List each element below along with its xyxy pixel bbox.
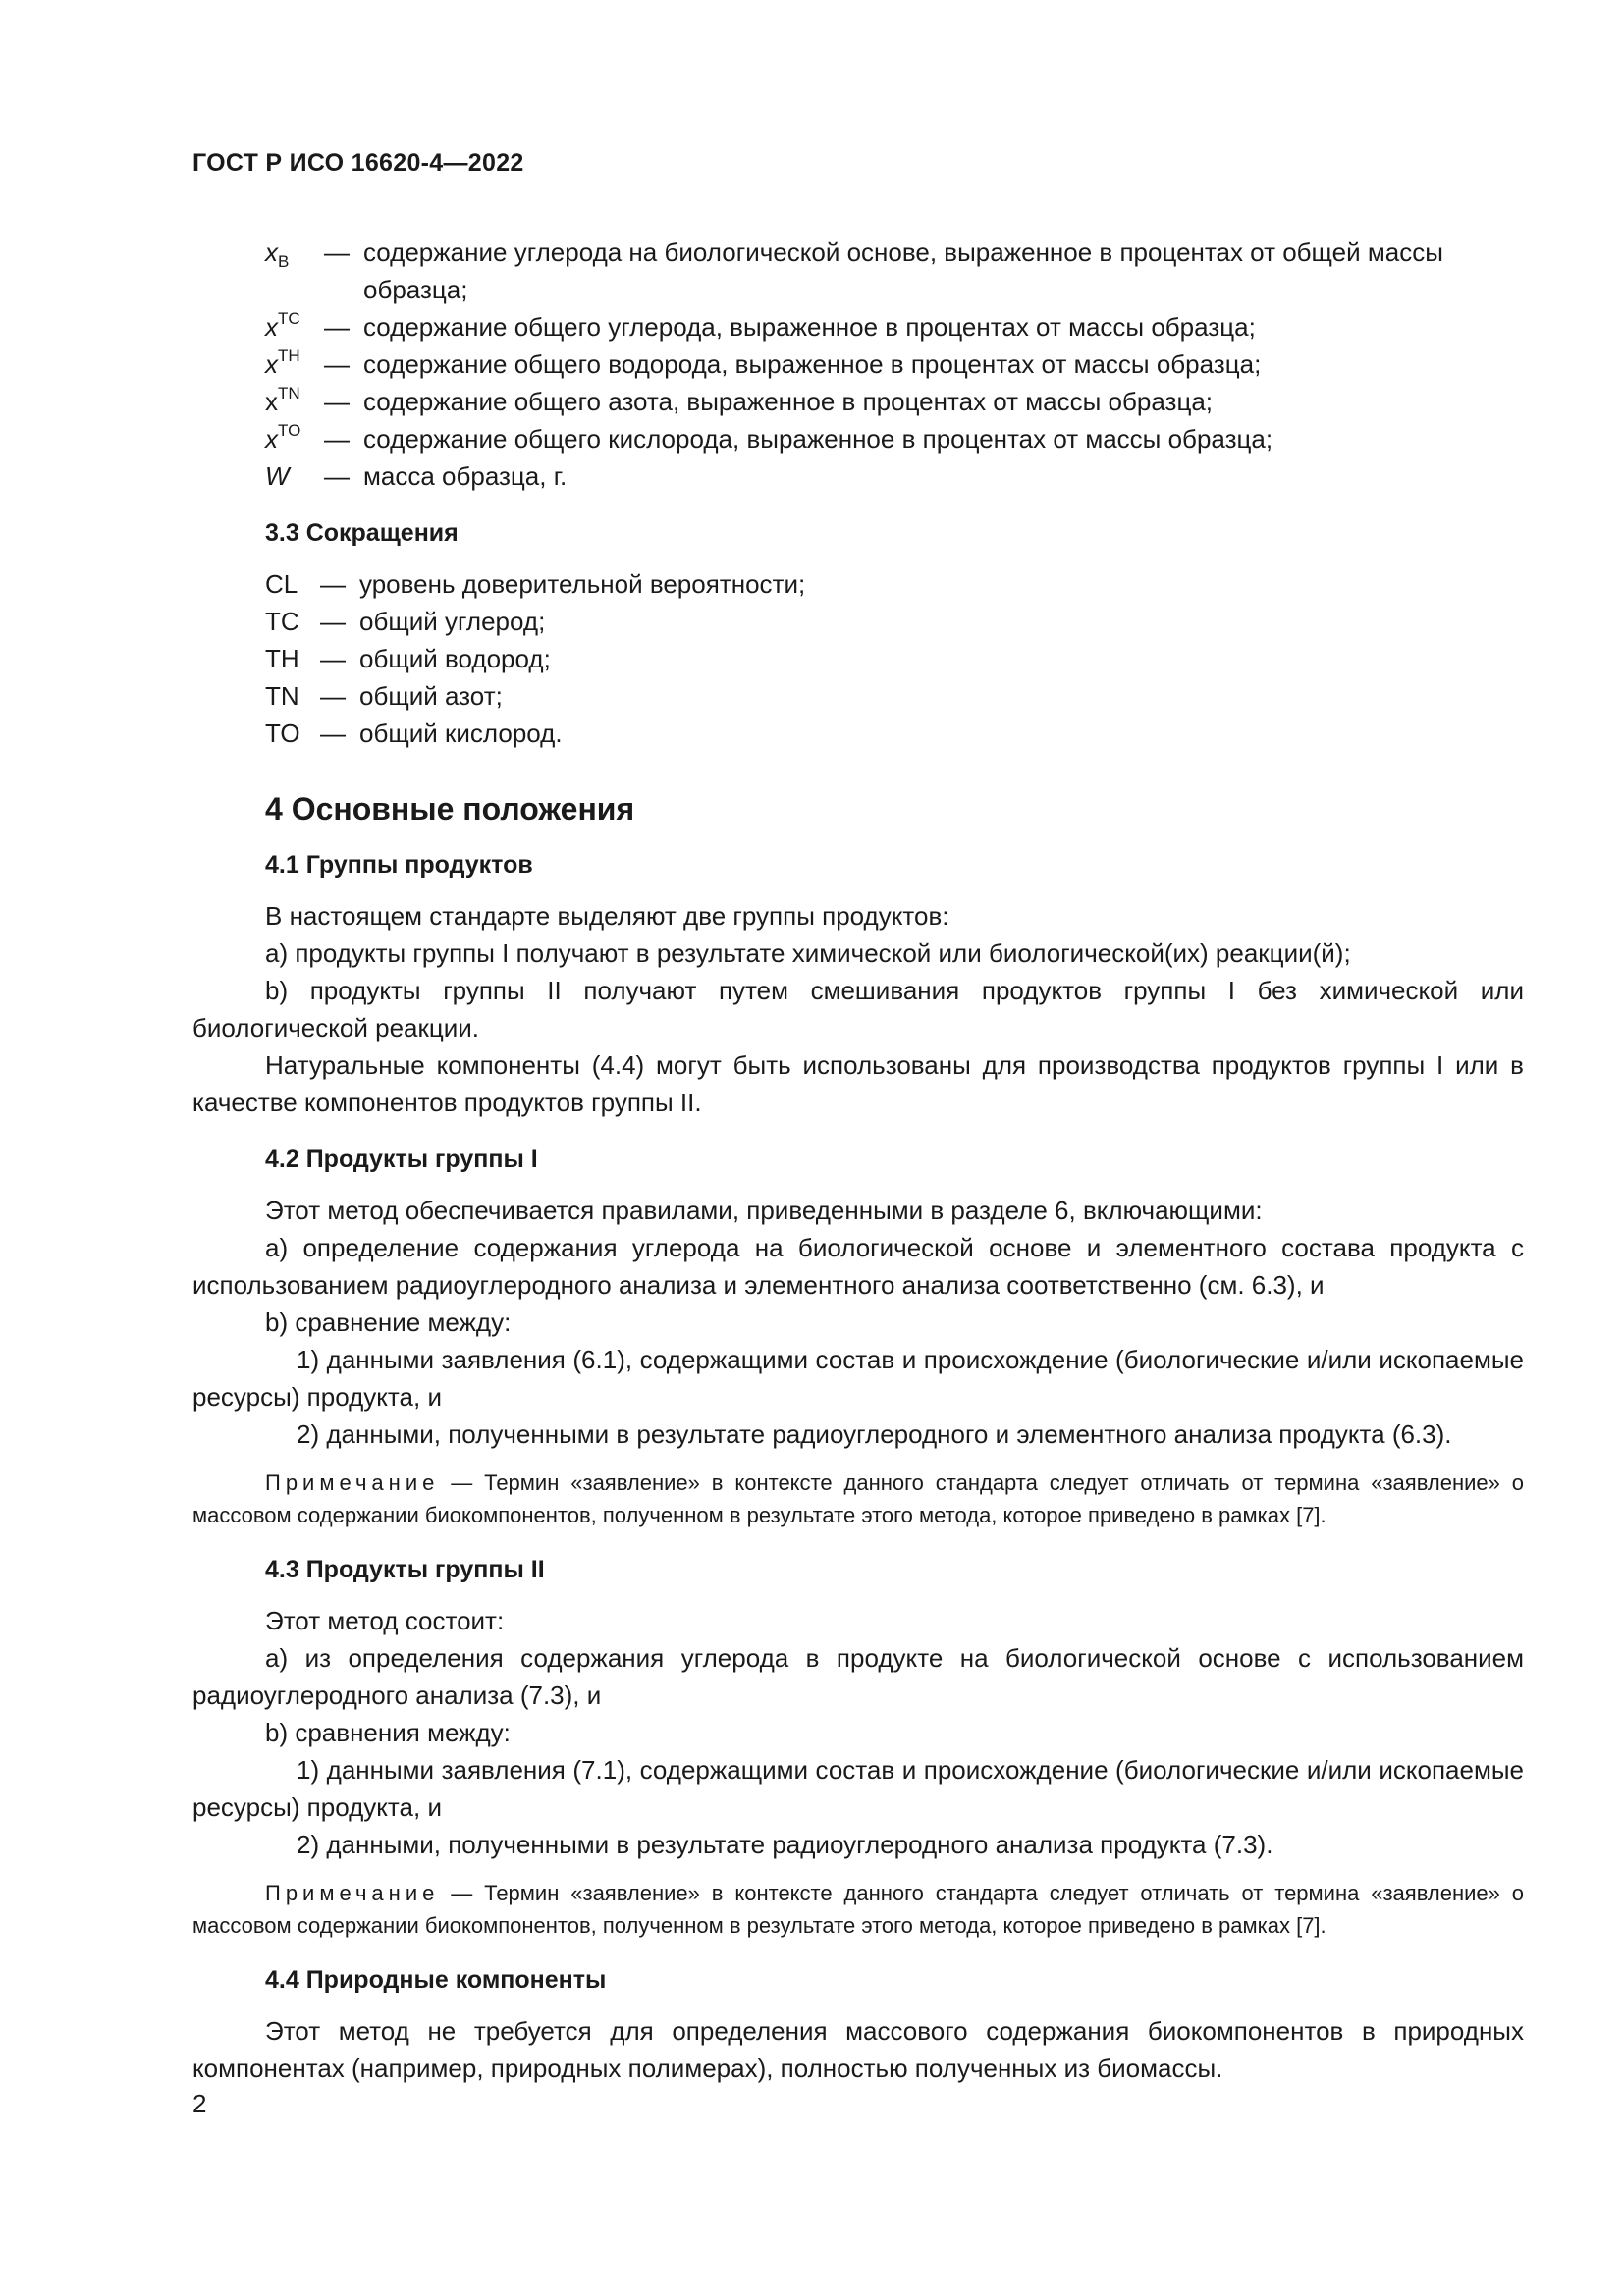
symbol-definition: содержание общего углерода, выраженное в процентах от массы образца; xyxy=(363,312,1256,342)
abbreviation-row xyxy=(192,565,1524,603)
note-text: — Термин «заявление» в контексте данного стандарта следует отличать от термина «заявление» о массовом содержании биокомпонентов, полученном в результате этого метода, которое приведено в рамках [7]. xyxy=(192,1881,1524,1938)
abbreviation-row xyxy=(192,715,1524,752)
running-header: ГОСТ Р ИСО 16620-4—2022 xyxy=(192,149,524,177)
dash: — xyxy=(320,569,346,599)
symbol-row xyxy=(192,420,1524,457)
symbol: $x^{TC}$ xyxy=(265,309,300,342)
abbreviation: TC xyxy=(265,607,299,636)
sub-list-item-2: 2) данными, полученными в результате радиоуглеродного и элементного анализа продукта (6.3). xyxy=(297,1419,1452,1449)
paragraph: Натуральные компоненты (4.4) могут быть использованы для производства продуктов группы I или в качестве компонентов продуктов группы II. xyxy=(192,1050,1524,1117)
abbreviation-definition: уровень доверительной вероятности; xyxy=(359,569,806,599)
symbol-definition: содержание общего азота, выраженное в процентах от массы образца; xyxy=(363,387,1214,416)
section-heading-4-1: 4.1 Группы продуктов xyxy=(265,851,533,879)
dash: — xyxy=(324,461,350,491)
abbreviation-definition: общий водород; xyxy=(359,644,551,673)
section-heading-4-3: 4.3 Продукты группы II xyxy=(265,1556,545,1583)
paragraph: Этот метод не требуется для определения массового содержания биокомпонентов в природных компонентах (например, природных полимерах), полностью полученных из биомассы. xyxy=(192,2016,1524,2083)
section-heading-4-2: 4.2 Продукты группы I xyxy=(265,1146,538,1173)
section-heading-4-4: 4.4 Природные компоненты xyxy=(265,1966,607,1994)
dash: — xyxy=(320,607,346,636)
page-number: 2 xyxy=(192,2089,207,2118)
dash: — xyxy=(324,312,350,342)
symbol: W xyxy=(265,461,290,491)
list-item-a: a) из определения содержания углерода в продукте на биологической основе с использованием радиоуглеродного анализа (7.3), и xyxy=(192,1643,1524,1710)
paragraph: Этот метод состоит: xyxy=(265,1606,505,1635)
abbreviation: TO xyxy=(265,719,300,748)
dash: — xyxy=(320,644,346,673)
dash: — xyxy=(324,238,350,267)
note-label: Примечание xyxy=(265,1881,440,1905)
abbreviation: CL xyxy=(265,569,298,599)
symbol-definition: содержание углерода на биологической основе, выраженное в процентах от общей массы образца; xyxy=(363,238,1443,304)
abbreviation-row xyxy=(192,603,1524,640)
list-item-a: a) определение содержания углерода на биологической основе и элементного состава продукта с использованием радиоуглеродного анализа и элементного анализа соответственно (см. 6.3), и xyxy=(192,1233,1524,1300)
dash: — xyxy=(320,681,346,711)
symbol-row xyxy=(192,346,1524,383)
abbreviation-definition: общий кислород. xyxy=(359,719,563,748)
abbreviation: TH xyxy=(265,644,299,673)
symbol-definition: содержание общего водорода, выраженное в процентах от массы образца; xyxy=(363,349,1262,379)
symbol: $x^{TH}$ xyxy=(265,347,300,379)
abbreviation-definition: общий азот; xyxy=(359,681,503,711)
dash: — xyxy=(320,719,346,748)
dash: — xyxy=(324,424,350,454)
sub-list-item-1: 1) данными заявления (7.1), содержащими состав и происхождение (биологические и/или ископаемые ресурсы) продукта, и xyxy=(192,1755,1524,1822)
list-item-b: b) сравнения между: xyxy=(265,1718,511,1747)
sub-list-item-2: 2) данными, полученными в результате радиоуглеродного анализа продукта (7.3). xyxy=(297,1830,1273,1859)
symbol-row xyxy=(192,308,1524,346)
symbol-row xyxy=(192,383,1524,420)
symbol: $x^{TO}$ xyxy=(265,421,301,454)
dash: — xyxy=(324,387,350,416)
symbol-row xyxy=(192,234,1524,308)
list-item-a: a) продукты группы I получают в результате химической или биологической(их) реакции(й); xyxy=(265,938,1351,968)
note-label: Примечание xyxy=(265,1470,440,1495)
page-content xyxy=(192,234,1524,2087)
section-heading-3-3: 3.3 Сокращения xyxy=(265,519,459,547)
abbreviation-row xyxy=(192,640,1524,677)
section-heading-4: 4 Основные положения xyxy=(265,791,635,827)
paragraph: Этот метод обеспечивается правилами, приведенными в разделе 6, включающими: xyxy=(265,1196,1263,1225)
symbol-definition: масса образца, г. xyxy=(363,461,568,491)
symbol: $x_B$ xyxy=(265,238,290,271)
symbol-row xyxy=(192,457,1524,495)
note xyxy=(192,1877,1524,1942)
abbreviation: TN xyxy=(265,681,299,711)
note-text: — Термин «заявление» в контексте данного стандарта следует отличать от термина «заявление» о массовом содержании биокомпонентов, полученном в результате этого метода, которое приведено в рамках [7]. xyxy=(192,1470,1524,1527)
paragraph: В настоящем стандарте выделяют две группы продуктов: xyxy=(265,901,949,931)
abbreviation-definition: общий углерод; xyxy=(359,607,546,636)
symbols-list xyxy=(192,234,1524,495)
dash: — xyxy=(324,349,350,379)
symbol-definition: содержание общего кислорода, выраженное в процентах от массы образца; xyxy=(363,424,1273,454)
abbreviation-row xyxy=(192,677,1524,715)
list-item-b: b) сравнение между: xyxy=(265,1308,512,1337)
sub-list-item-1: 1) данными заявления (6.1), содержащими состав и происхождение (биологические и/или ископаемые ресурсы) продукта, и xyxy=(192,1345,1524,1412)
abbreviations-list xyxy=(192,565,1524,752)
symbol: $x^{TN}$ xyxy=(265,384,300,416)
note xyxy=(192,1467,1524,1531)
list-item-b: b) продукты группы II получают путем смешивания продуктов группы I без химической или биологической реакции. xyxy=(192,976,1524,1042)
